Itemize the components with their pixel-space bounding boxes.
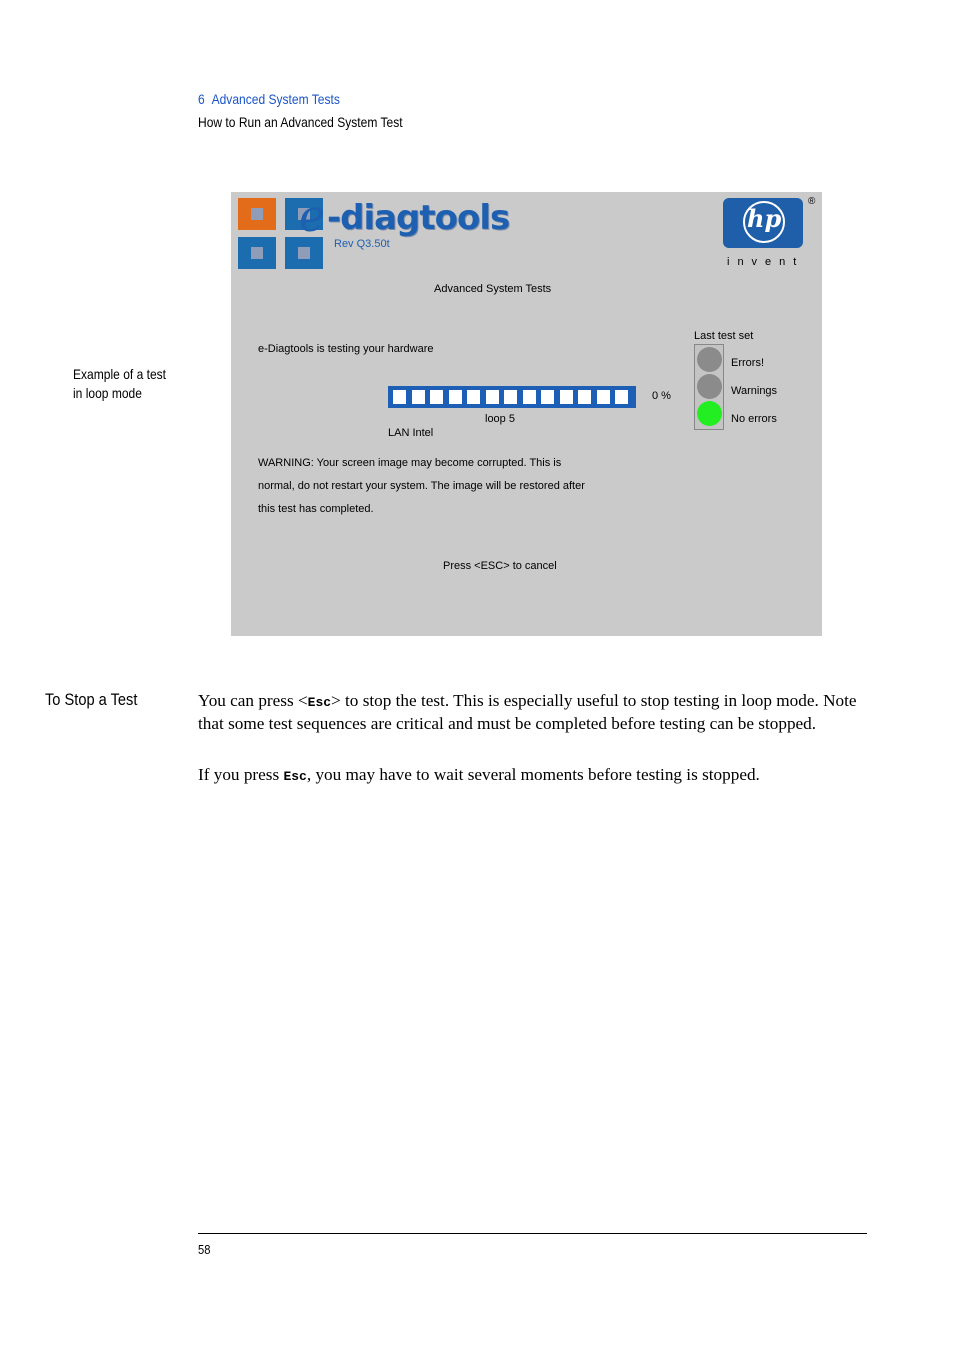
errors-label: Errors!	[731, 357, 764, 369]
page-number: 58	[198, 1242, 211, 1257]
ediagtools-screenshot	[231, 192, 822, 636]
progress-cell	[430, 390, 443, 404]
progress-cell	[449, 390, 462, 404]
status-text: e-Diagtools is testing your hardware	[258, 343, 434, 355]
logo-e-letter: e	[299, 191, 326, 242]
warning-text	[258, 452, 585, 521]
warnings-light-icon	[697, 374, 722, 399]
hp-logo-text: hp	[747, 204, 782, 233]
registered-mark: ®	[808, 196, 816, 207]
progress-cell	[467, 390, 480, 404]
text-run: You can press <	[198, 691, 308, 710]
warning-line: normal, do not restart your system. The image will be restored after	[258, 480, 585, 492]
paragraph-1	[198, 690, 868, 734]
loop-label: loop 5	[485, 413, 515, 425]
hp-logo	[723, 198, 803, 248]
chapter-number: 6	[198, 91, 205, 107]
chapter-title: Advanced System Tests	[211, 91, 340, 107]
invent-tagline: invent	[727, 256, 805, 268]
text-run: > to stop the test. This is especially useful to stop testing in loop mode. Note that some test sequences are critical and must be completed before testing can be stopped.	[198, 691, 857, 733]
cancel-hint: Press <ESC> to cancel	[443, 560, 557, 572]
caption-line-2: in loop mode	[73, 385, 142, 401]
progress-cell	[615, 390, 628, 404]
progress-percent: 0 %	[652, 390, 671, 402]
caption-line-1: Example of a test	[73, 366, 167, 382]
progress-cell	[597, 390, 610, 404]
progress-cell	[393, 390, 406, 404]
warnings-label: Warnings	[731, 385, 778, 397]
text-run: , you may have to wait several moments before testing is stopped.	[306, 765, 760, 784]
progress-cell	[486, 390, 499, 404]
text-run: If you press	[198, 765, 284, 784]
revision-label: Rev Q3.50t	[334, 238, 390, 250]
section-heading: To Stop a Test	[45, 690, 138, 709]
logo-square-orange	[238, 198, 276, 230]
panel-title: Advanced System Tests	[434, 283, 552, 295]
progress-cell	[560, 390, 573, 404]
no-errors-light-icon	[697, 401, 722, 426]
warning-line: WARNING: Your screen image may become corrupted. This is	[258, 457, 562, 469]
esc-key: Esc	[283, 769, 307, 784]
paragraph-2	[198, 764, 868, 787]
esc-key: Esc	[307, 695, 332, 710]
ediagtools-logo: -diagtools	[327, 198, 510, 238]
progress-bar	[388, 386, 636, 408]
status-lights	[694, 344, 724, 430]
device-label: LAN Intel	[388, 427, 434, 439]
warning-line: this test has completed.	[258, 503, 374, 515]
no-errors-label: No errors	[731, 413, 777, 425]
figure-caption	[73, 365, 166, 403]
errors-light-icon	[697, 347, 722, 372]
footer-rule	[198, 1233, 867, 1234]
chapter-header	[198, 91, 340, 107]
progress-cell	[504, 390, 517, 404]
progress-cell	[578, 390, 591, 404]
progress-cell	[523, 390, 536, 404]
section-subheader: How to Run an Advanced System Test	[198, 114, 403, 130]
logo-square-blue	[238, 237, 276, 269]
progress-cell	[541, 390, 554, 404]
last-test-set-label: Last test set	[694, 330, 754, 342]
progress-cell	[412, 390, 425, 404]
